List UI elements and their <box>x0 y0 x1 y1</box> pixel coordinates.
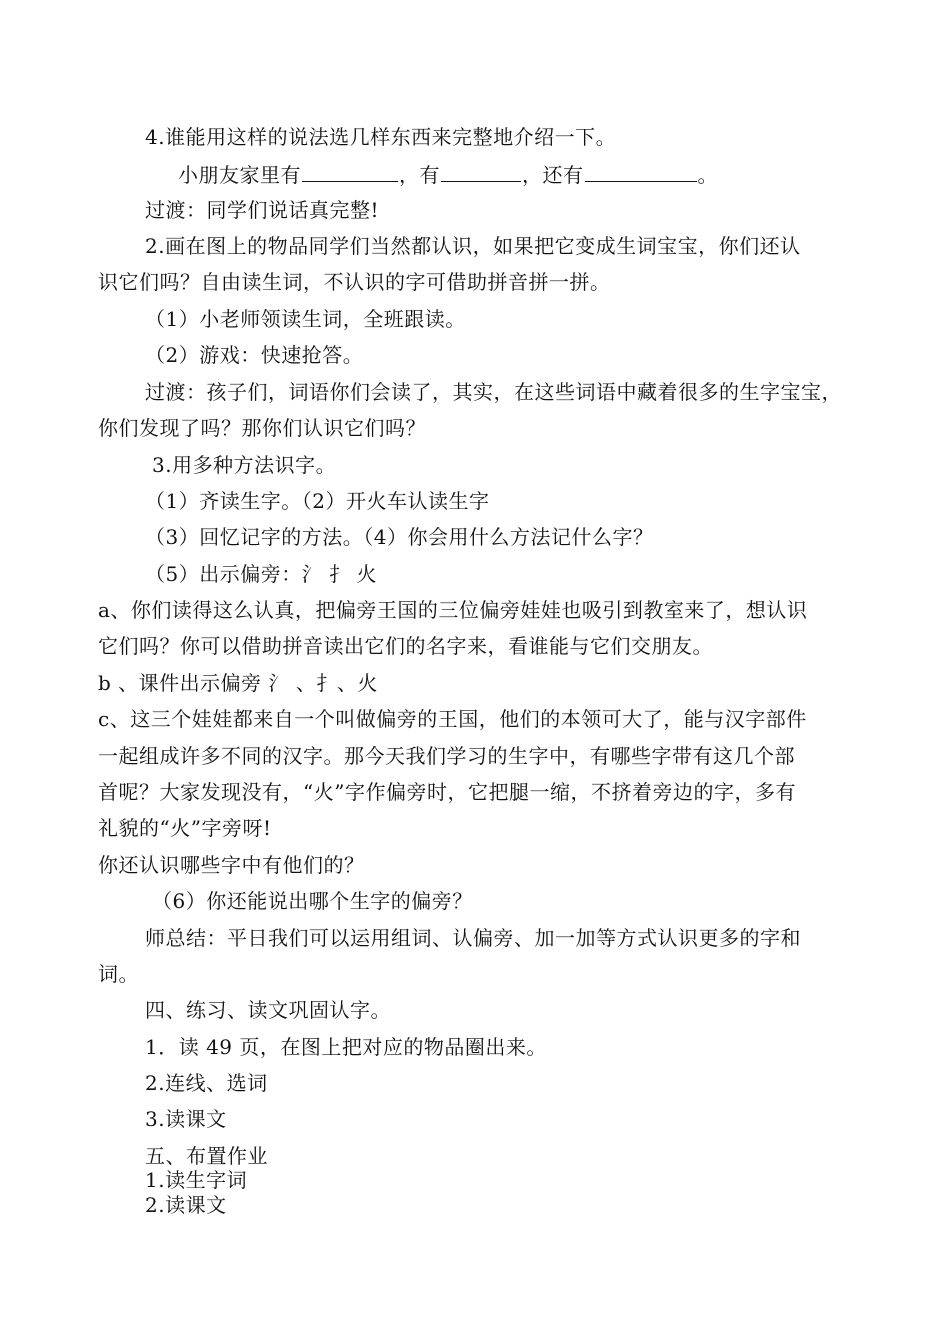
paragraph-line: 识它们吗？自由读生词，不认识的字可借助拼音拼一拼。 <box>98 270 611 294</box>
blank-line <box>441 161 521 182</box>
paragraph-line: （2）游戏：快速抢答。 <box>145 343 364 367</box>
paragraph-line: （3）回忆记字的方法。（4）你会用什么方法记什么字？ <box>145 525 654 549</box>
sentence-text: ，有 <box>399 163 440 187</box>
paragraph-line: 你还认识哪些字中有他们的？ <box>98 853 365 877</box>
fill-in-sentence <box>178 161 718 187</box>
paragraph-line: 1．读 49 页，在图上把对应的物品圈出来。 <box>145 1035 547 1059</box>
paragraph-line: 2.读课文 <box>145 1193 227 1217</box>
paragraph-line: 师总结：平日我们可以运用组词、认偏旁、加一加等方式认识更多的字和 <box>145 926 801 950</box>
paragraph-line: 1.读生字词 <box>145 1168 248 1192</box>
paragraph-line: 它们吗？你可以借助拼音读出它们的名字来，看谁能与它们交朋友。 <box>98 634 713 658</box>
blank-line <box>585 161 697 182</box>
section-heading: 四、练习、读文巩固认字。 <box>145 998 391 1022</box>
paragraph-line: 词。 <box>98 962 139 986</box>
paragraph-line: c、这三个娃娃都来自一个叫做偏旁的王国，他们的本领可大了，能与汉字部件 <box>98 707 807 731</box>
paragraph-line: 3.读课文 <box>145 1107 227 1131</box>
blank-line <box>302 161 398 182</box>
sentence-text: ，还有 <box>522 163 584 187</box>
paragraph-line: （5）出示偏旁：氵 扌 火 <box>145 562 377 586</box>
paragraph-line: 过渡：同学们说话真完整! <box>145 198 380 222</box>
paragraph-line: （6）你还能说出哪个生字的偏旁？ <box>152 889 473 913</box>
paragraph-line: （1）小老师领读生词，全班跟读。 <box>145 307 466 331</box>
paragraph-line: 2.连线、选词 <box>145 1071 268 1095</box>
section-heading: 五、布置作业 <box>145 1144 268 1168</box>
paragraph-line: b 、课件出示偏旁 氵 、扌、火 <box>98 671 378 695</box>
paragraph-line: a、你们读得这么认真，把偏旁王国的三位偏旁娃娃也吸引到教室来了，想认识 <box>98 598 808 622</box>
paragraph-line: 过渡：孩子们，词语你们会读了，其实，在这些词语中藏着很多的生字宝宝， <box>145 380 842 404</box>
paragraph-line: 3.用多种方法识字。 <box>152 453 337 477</box>
paragraph-line: 一起组成许多不同的汉字。那今天我们学习的生字中，有哪些字带有这几个部 <box>98 744 795 768</box>
paragraph-line: 4.谁能用这样的说法选几样东西来完整地介绍一下。 <box>145 125 617 149</box>
paragraph-line: 首呢？大家发现没有，“火”字作偏旁时，它把腿一缩，不挤着旁边的字，多有 <box>98 780 796 804</box>
paragraph-line: 礼貌的“火”字旁呀! <box>98 816 272 840</box>
paragraph-line: 你们发现了吗？那你们认识它们吗？ <box>98 416 426 440</box>
sentence-text: 。 <box>697 163 718 187</box>
paragraph-line: （1）齐读生字。（2）开火车认读生字 <box>145 489 490 513</box>
sentence-text: 小朋友家里有 <box>178 163 301 187</box>
paragraph-line: 2.画在图上的物品同学们当然都认识，如果把它变成生词宝宝，你们还认 <box>145 234 801 258</box>
